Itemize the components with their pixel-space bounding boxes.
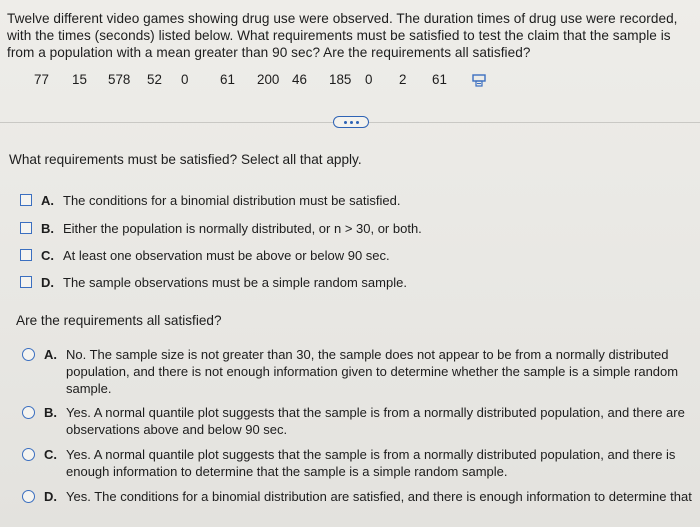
option-letter: D. — [44, 489, 57, 504]
part1-option-a[interactable] — [20, 192, 680, 209]
checkbox[interactable] — [20, 194, 32, 206]
ellipsis-icon[interactable] — [333, 116, 369, 128]
data-value: 0 — [365, 72, 373, 87]
part2-option-b[interactable] — [22, 404, 694, 438]
option-text: The conditions for a binomial distribution must be satisfied. — [63, 193, 401, 208]
data-value: 15 — [72, 72, 87, 87]
radio-button[interactable] — [22, 406, 35, 419]
copy-data-icon[interactable] — [472, 74, 486, 87]
part1-option-d[interactable] — [20, 274, 680, 291]
data-value: 61 — [432, 72, 447, 87]
data-values-row — [34, 72, 454, 87]
radio-button[interactable] — [22, 490, 35, 503]
option-letter: D. — [41, 275, 54, 290]
option-letter: B. — [41, 221, 54, 236]
option-text: The sample observations must be a simple random sample. — [63, 275, 407, 290]
data-value: 578 — [108, 72, 131, 87]
option-text: Either the population is normally distributed, or n > 30, or both. — [63, 221, 422, 236]
question-text: Twelve different video games showing drug use were observed. The duration times of drug use were recorded, with the times (seconds) listed below. What requirements must be satisfied to test the claim that the sample is from a population with a mean greater than 90 sec? Are the requirements all satisfied? — [7, 11, 678, 60]
option-letter: C. — [44, 447, 57, 462]
option-text: Yes. A normal quantile plot suggests that the sample is from a normally distributed population, and there is enough information to determine that the sample is a simple random sample. — [66, 447, 676, 479]
checkbox[interactable] — [20, 222, 32, 234]
part1-prompt: What requirements must be satisfied? Select all that apply. — [9, 152, 362, 167]
part2-option-a[interactable] — [22, 346, 694, 397]
option-text: At least one observation must be above or below 90 sec. — [63, 248, 390, 263]
data-value: 200 — [257, 72, 280, 87]
option-letter: A. — [44, 347, 57, 362]
checkbox[interactable] — [20, 249, 32, 261]
data-value: 0 — [181, 72, 189, 87]
option-text: No. The sample size is not greater than 30, the sample does not appear to be from a normally distributed population, and there is not enough information given to determine whether the sample is a simple random sample. — [66, 347, 679, 396]
radio-button[interactable] — [22, 348, 35, 361]
data-value: 185 — [329, 72, 352, 87]
part2-prompt: Are the requirements all satisfied? — [16, 313, 222, 328]
data-value: 2 — [399, 72, 407, 87]
checkbox[interactable] — [20, 276, 32, 288]
data-value: 46 — [292, 72, 307, 87]
radio-button[interactable] — [22, 448, 35, 461]
part1-option-c[interactable] — [20, 247, 680, 264]
option-letter: B. — [44, 405, 57, 420]
option-letter: C. — [41, 248, 54, 263]
part1-option-b[interactable] — [20, 220, 680, 237]
part2-option-d[interactable] — [22, 488, 694, 505]
data-value: 61 — [220, 72, 235, 87]
part2-option-c[interactable] — [22, 446, 694, 480]
data-value: 52 — [147, 72, 162, 87]
data-value: 77 — [34, 72, 49, 87]
option-text: Yes. The conditions for a binomial distribution are satisfied, and there is enough information to determine that — [66, 489, 692, 504]
option-letter: A. — [41, 193, 54, 208]
option-text: Yes. A normal quantile plot suggests that the sample is from a normally distributed population, and there are observations above and below 90 sec. — [66, 405, 685, 437]
